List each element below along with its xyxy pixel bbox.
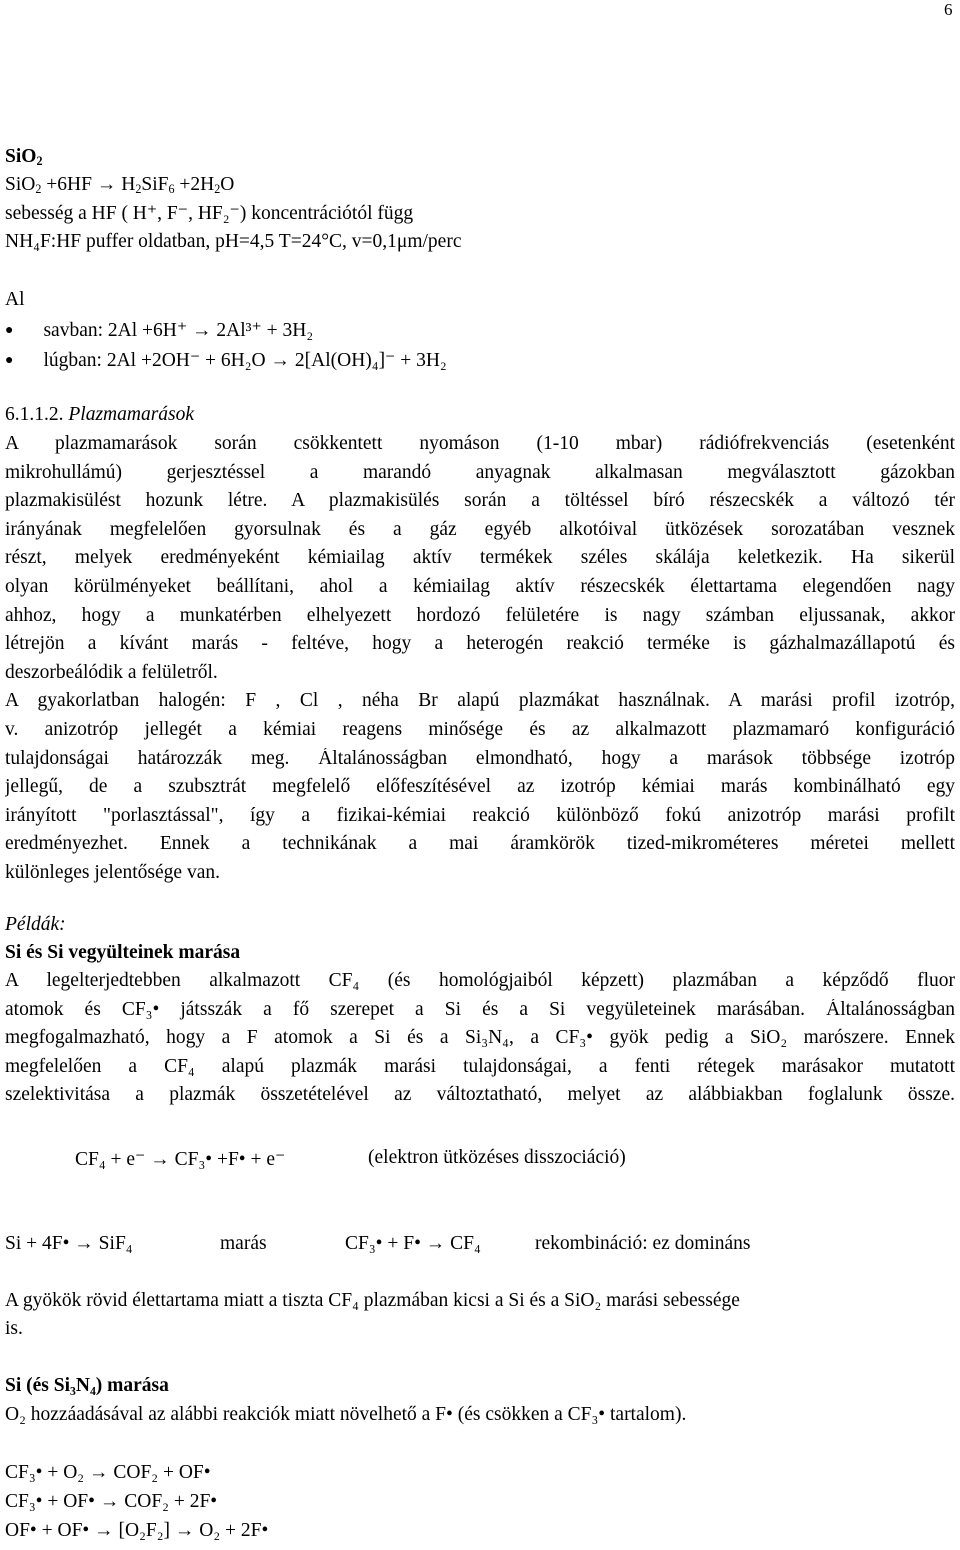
lifetime-line-1: A gyökök rövid élettartama miatt a tiszta CF₄ plazmában kicsi a Si és a SiO₂ marási sebessége [5, 1290, 740, 1311]
equation-dissociation-note: (elektron ütközéses disszociáció) [368, 1147, 626, 1168]
reaction-equation: CF₃• + OF• → COF₂ + 2F• [5, 1491, 218, 1512]
sio2-reaction-text [5, 174, 234, 195]
paragraph-line: irányított "porlasztással", így a fizikai-kémiai reakció különböző fokú anizotróp marási profilt [5, 804, 955, 826]
buffer-line: NH₄F:HF puffer oldatban, pH=4,5 T=24°C, v=0,1μm/perc [5, 231, 462, 252]
lifetime-line-2: is. [5, 1318, 23, 1339]
paragraph-line: eredményezhet. Ennek a technikának a mai áramkörök tized-mikrométeres méretei mellett [5, 833, 955, 855]
bullet-icon: ● [5, 353, 14, 368]
reaction-part: H [116, 174, 136, 195]
reaction-part: SiF [141, 174, 169, 195]
equation-recombination: CF₃• + F• → CF₄ [345, 1233, 481, 1254]
al-base-item [5, 348, 447, 372]
reaction-subscript: 6 [168, 182, 175, 197]
paragraph-line: megfelelően a CF₄ alapú plazmák marási tulajdonságai, a fenti rétegek marásakor mutatott [5, 1055, 955, 1077]
section-heading [5, 404, 194, 426]
paragraph-line: mikrohullámú) gerjesztéssel a marandó anyagnak alkalmasan megválasztott gázokban [5, 461, 955, 483]
bullet-icon: ● [5, 323, 14, 338]
paragraph-line: jellegű, de a szubsztrát megfelelő előfeszítésével az izotróp kémiai marás kombinálható egy [5, 776, 955, 798]
reaction-part: +2H [174, 174, 215, 195]
si-heading: Si és Si vegyülteinek marása [5, 942, 241, 963]
sio2-reaction [5, 174, 234, 196]
examples-label: Példák: [5, 914, 66, 935]
paragraph-line: részt, melyek eredményeként kémiailag aktív termékek széles skálája keletkezik. Ha sikerül [5, 547, 955, 569]
reaction-part: SiO [5, 174, 36, 195]
reaction-part: → [96, 174, 117, 195]
section-title: Plazmamarások [68, 404, 195, 425]
paragraph-line: v. anizotróp jellegét a kémiai reagens minősége és az alkalmazott plazmamaró konfiguráció [5, 719, 955, 740]
reaction-subscript: 2 [135, 182, 142, 197]
paragraph-line: deszorbeálódik a felületről. [5, 661, 218, 683]
al-acid-text: savban: 2Al +6H⁺ → 2Al³⁺ + 3H₂ [43, 320, 314, 341]
paragraph-line: létrejön a kívánt marás - feltéve, hogy a heterogén reakció terméke is gázhalmazállapotú és [5, 633, 955, 655]
equation-etching-label: marás [220, 1233, 267, 1254]
al-acid-item [5, 318, 313, 342]
reaction-part: O [220, 174, 235, 195]
paragraph-line: A legelterjedtebben alkalmazott CF₄ (és homológjaiból képzett) plazmában a képződő fluor [5, 970, 955, 991]
page-number: 6 [944, 0, 953, 19]
paragraph-line: A plazmamarások során csökkentett nyomáson (1-10 mbar) rádiófrekvenciás (esetenként [5, 433, 955, 454]
si3n4-heading: Si (és Si₃N₄) marása [5, 1375, 169, 1396]
reaction-equation: OF• + OF• → [O₂F₂] → O₂ + 2F• [5, 1520, 269, 1541]
paragraph-line: atomok és CF₃• játsszák a fő szerepet a Si és a Si vegyületeinek marásában. Általánosságban [5, 998, 955, 1020]
paragraph-line: szelektivitása a plazmák összetételével az változtatható, melyet az alábbiakban foglalunk össze. [5, 1084, 955, 1106]
reaction-subscript: 2 [214, 182, 221, 197]
section-number: 6.1.1.2. [5, 404, 64, 425]
equation-dissociation: CF₄ + e⁻ → CF₃• +F• + e⁻ [75, 1149, 286, 1170]
paragraph-line: ahhoz, hogy a munkatérben elhelyezett hordozó felületére is nagy számban eljussanak, akkor [5, 604, 955, 626]
equation-recombination-note: rekombináció: ez domináns [535, 1233, 751, 1254]
paragraph-line: különleges jelentősége van. [5, 862, 220, 883]
equation-etching: Si + 4F• → SiF₄ [5, 1233, 133, 1254]
al-heading: Al [5, 289, 25, 310]
paragraph-line: megfogalmazható, hogy a F atomok a Si és a Si₃N₄, a CF₃• gyök pedig a SiO₂ marószere. Ennek [5, 1027, 955, 1049]
paragraph-line: plazmakisülést hozunk létre. A plazmakisülés során a töltéssel bíró részecskék a változó tér [5, 490, 955, 512]
paragraph-line: tulajdonságai határozzák meg. Általánosságban elmondható, hogy a marások többsége izotróp [5, 747, 955, 769]
reaction-part: +6HF [41, 174, 97, 195]
reaction-equation: CF₃• + O₂ → COF₂ + OF• [5, 1462, 211, 1483]
al-base-text: lúgban: 2Al +2OH⁻ + 6H₂O → 2[Al(OH)₄]⁻ + 3H₂ [43, 350, 447, 371]
reaction-subscript: 2 [35, 182, 42, 197]
o2-line: O₂ hozzáadásával az alábbi reakciók miatt növelhető a F• (és csökken a CF₃• tartalom). [5, 1404, 687, 1425]
paragraph-line: olyan körülményeket beállítani, ahol a kémiailag aktív részecskék élettartama elegendően nagy [5, 576, 955, 597]
sio2-heading: SiO$_2$ [5, 146, 43, 169]
paragraph-line: irányának megfelelően gyorsulnak és a gáz egyéb alkotóival ütközések sorozatában vesznek [5, 518, 955, 540]
rate-line: sebesség a HF ( H⁺, F⁻, HF₂⁻) koncentrációtól függ [5, 203, 414, 224]
paragraph-line: A gyakorlatban halogén: F , Cl , néha Br alapú plazmákat használnak. A marási profil izotróp, [5, 690, 955, 712]
